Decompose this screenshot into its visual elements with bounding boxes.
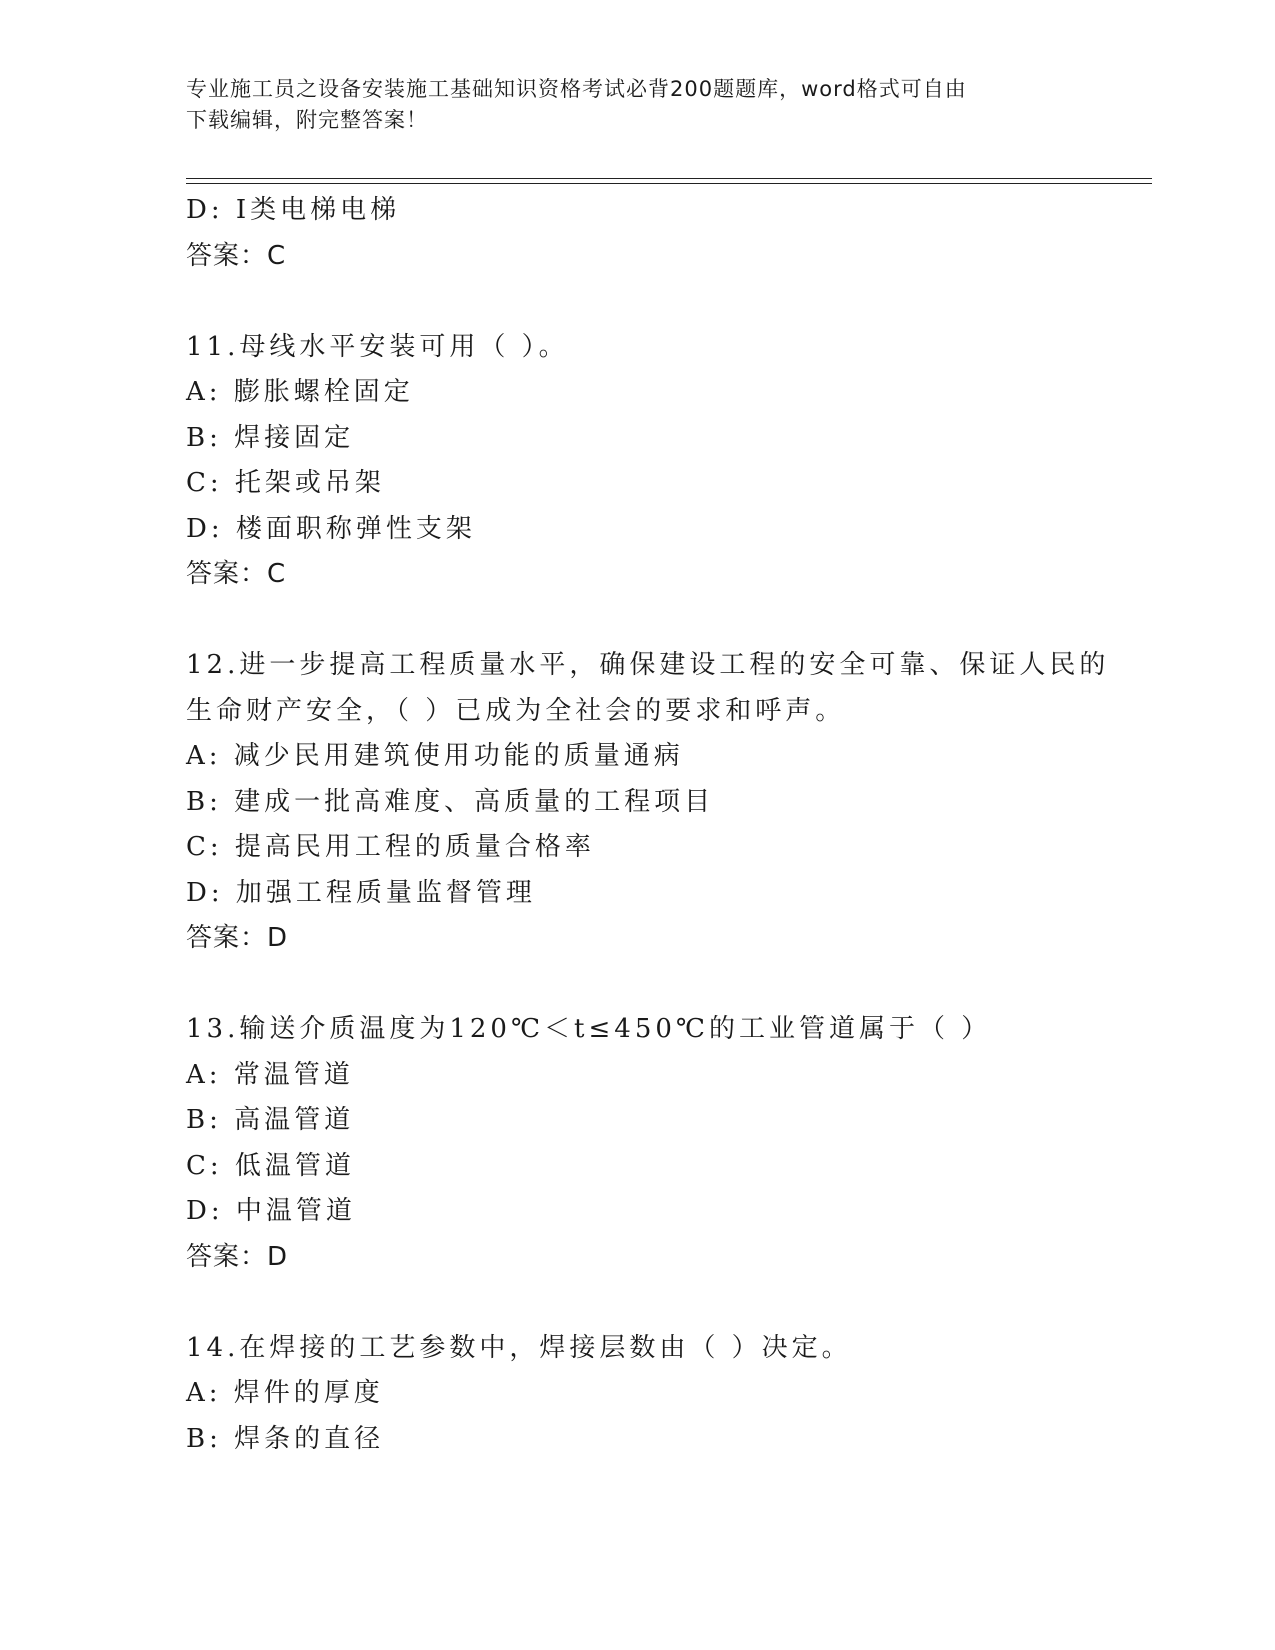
option-b: B: 焊接固定 [186, 422, 355, 453]
option-a: A: 膨胀螺栓固定 [186, 377, 414, 407]
answer-line: 答案：D [186, 923, 289, 953]
document-header [186, 74, 1066, 136]
header-line-1: 专业施工员之设备安装施工基础知识资格考试必背200题题库，word格式可自由 [186, 77, 967, 101]
question-content [186, 188, 1126, 1462]
question-13 [186, 1007, 1126, 1280]
question-stem-line-2: 生命财产安全，（ ）已成为全社会的要求和呼声。 [186, 695, 846, 726]
option-a: A: 焊件的厚度 [186, 1378, 384, 1408]
option-c: C: 低温管道 [186, 1150, 355, 1181]
answer-line: 答案：C [186, 559, 287, 589]
option-c: C: 托架或吊架 [186, 468, 385, 498]
question-14 [186, 1326, 1126, 1463]
option-a: A: 常温管道 [186, 1059, 354, 1090]
option-b: B: 建成一批高难度、高质量的工程项目 [186, 786, 715, 817]
spacer [186, 279, 1126, 325]
spacer [186, 1280, 1126, 1326]
spacer [186, 962, 1126, 1008]
option-b: B: 高温管道 [186, 1105, 355, 1135]
answer-line: 答案：D [186, 1241, 289, 1272]
question-stem: 13.输送介质温度为120℃＜t≤450℃的工业管道属于（ ） [186, 1014, 992, 1044]
option-d: D: 加强工程质量监督管理 [186, 877, 536, 908]
option-b: B: 焊条的直径 [186, 1423, 385, 1454]
question-stem: 11.母线水平安装可用（ ）。 [186, 331, 569, 362]
option-d: D: Ⅰ类电梯电梯 [186, 195, 401, 225]
option-a: A: 减少民用建筑使用功能的质量通病 [186, 741, 684, 771]
question-stem-line-1: 12.进一步提高工程质量水平，确保建设工程的安全可靠、保证人民的 [186, 650, 1110, 680]
question-12 [186, 643, 1126, 962]
header-divider-bottom [186, 183, 1152, 184]
answer-line: 答案：C [186, 240, 287, 271]
option-c: C: 提高民用工程的质量合格率 [186, 832, 595, 862]
header-line-2: 下载编辑，附完整答案！ [186, 108, 428, 132]
question-stem: 14.在焊接的工艺参数中，焊接层数由（ ）决定。 [186, 1332, 852, 1363]
question-11 [186, 325, 1126, 598]
header-divider-top [186, 178, 1152, 179]
option-d: D: 中温管道 [186, 1196, 356, 1226]
option-d: D: 楼面职称弹性支架 [186, 513, 476, 544]
spacer [186, 598, 1126, 644]
